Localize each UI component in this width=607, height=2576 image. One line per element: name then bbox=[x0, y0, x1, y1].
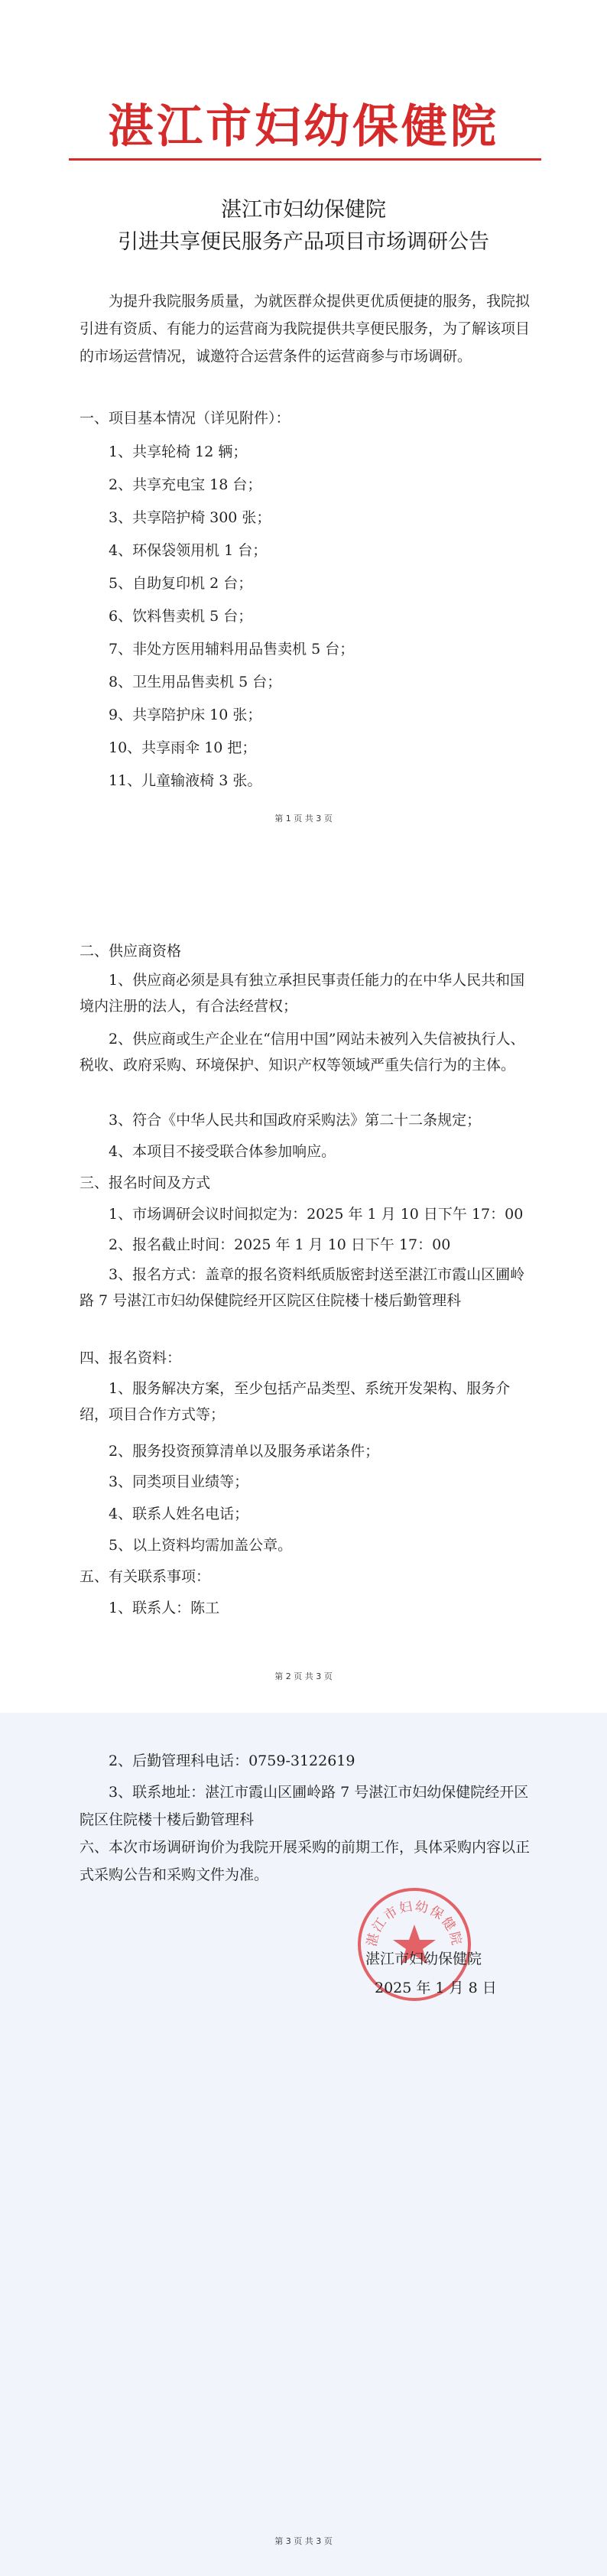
materials-item: 3、同类项目业绩等； bbox=[109, 1473, 249, 1490]
section-4-heading: 四、报名资料： bbox=[80, 1350, 182, 1366]
list-item: 10、共享雨伞 10 把； bbox=[109, 739, 257, 756]
page-footer: 第 2 页 共 3 页 bbox=[274, 1671, 333, 1681]
section-1-heading: 一、项目基本情况（详见附件）： bbox=[80, 410, 291, 427]
document-title-line-2: 引进共享便民服务产品项目市场调研公告 bbox=[118, 230, 489, 254]
intro-paragraph: 为提升我院服务质量，为就医群众提供更优质便捷的服务，我院拟引进有资质、有能力的运营商为我院提供共享便民服务，为了解该项目的市场运营情况，诚邀符合运营条件的运营商参与市场调研。 bbox=[80, 293, 531, 365]
list-item: 11、儿童输液椅 3 张。 bbox=[109, 772, 262, 789]
qualification-item: 2、供应商或生产企业在“信用中国”网站未被列入失信被执行人、税收、政府采购、环境保护、知识产权等领域严重失信行为的主体。 bbox=[80, 1031, 525, 1074]
list-item: 4、环保袋领用机 1 台； bbox=[109, 542, 268, 559]
signature-organization: 湛江市妇幼保健院 bbox=[365, 1951, 482, 1967]
qualification-item: 1、供应商必须是具有独立承担民事责任能力的在中华人民共和国境内注册的法人，有合法经营权； bbox=[80, 972, 525, 1015]
list-item: 3、共享陪护椅 300 张； bbox=[109, 509, 271, 526]
seal-text: 湛江市妇幼保健院 bbox=[364, 1899, 465, 1948]
document-page-2 bbox=[0, 854, 607, 1713]
section-5-heading: 五、有关联系事项： bbox=[80, 1568, 211, 1585]
document-title-line-1: 湛江市妇幼保健院 bbox=[221, 198, 386, 222]
section-2-heading: 二、供应商资格 bbox=[80, 943, 182, 960]
registration-item: 3、报名方式：盖章的报名资料纸质版密封送至湛江市霞山区圃岭路 7 号湛江市妇幼保健院经开区院区住院楼十楼后勤管理科 bbox=[80, 1266, 525, 1309]
registration-item: 2、报名截止时间：2025 年 1 月 10 日下午 17：00 bbox=[109, 1236, 451, 1253]
contact-item: 2、后勤管理科电话：0759-3122619 bbox=[109, 1753, 355, 1769]
page-footer: 第 1 页 共 3 页 bbox=[274, 814, 333, 823]
document-page-3 bbox=[0, 1713, 607, 2576]
list-item: 8、卫生用品售卖机 5 台； bbox=[109, 674, 282, 690]
list-item: 9、共享陪护床 10 张； bbox=[109, 707, 262, 723]
list-item: 5、自助复印机 2 台； bbox=[109, 575, 253, 592]
masthead-divider bbox=[69, 158, 541, 161]
contact-item: 3、联系地址：湛江市霞山区圃岭路 7 号湛江市妇幼保健院经开区院区住院楼十楼后勤管理科 bbox=[80, 1784, 529, 1828]
registration-item: 1、市场调研会议时间拟定为：2025 年 1 月 10 日下午 17：00 bbox=[109, 1206, 524, 1223]
list-item: 1、共享轮椅 12 辆； bbox=[109, 443, 248, 460]
contact-item: 1、联系人：陈工 bbox=[109, 1600, 220, 1616]
list-item: 6、饮料售卖机 5 台； bbox=[109, 608, 253, 625]
document-page-1 bbox=[0, 0, 607, 854]
qualification-item: 3、符合《中华人民共和国政府采购法》第二十二条规定； bbox=[109, 1112, 482, 1129]
closing-paragraph: 六、本次市场调研询价为我院开展采购的前期工作，具体采购内容以正式采购公告和采购文件为准。 bbox=[80, 1839, 531, 1883]
signature-date: 2025 年 1 月 8 日 bbox=[375, 1980, 497, 1996]
masthead-title: 湛江市妇幼保健院 bbox=[108, 100, 499, 154]
materials-item: 5、以上资料均需加盖公章。 bbox=[109, 1537, 293, 1554]
list-item: 2、共享充电宝 18 台； bbox=[109, 476, 262, 493]
page-footer: 第 3 页 共 3 页 bbox=[274, 2536, 333, 2546]
section-3-heading: 三、报名时间及方式 bbox=[80, 1174, 211, 1191]
materials-item: 1、服务解决方案，至少包括产品类型、系统开发架构、服务介绍，项目合作方式等； bbox=[80, 1380, 511, 1423]
materials-item: 2、服务投资预算清单以及服务承诺条件； bbox=[109, 1443, 380, 1460]
qualification-item: 4、本项目不接受联合体参加响应。 bbox=[109, 1143, 336, 1160]
materials-item: 4、联系人姓名电话； bbox=[109, 1506, 249, 1522]
list-item: 7、非处方医用辅料用品售卖机 5 台； bbox=[109, 641, 355, 658]
